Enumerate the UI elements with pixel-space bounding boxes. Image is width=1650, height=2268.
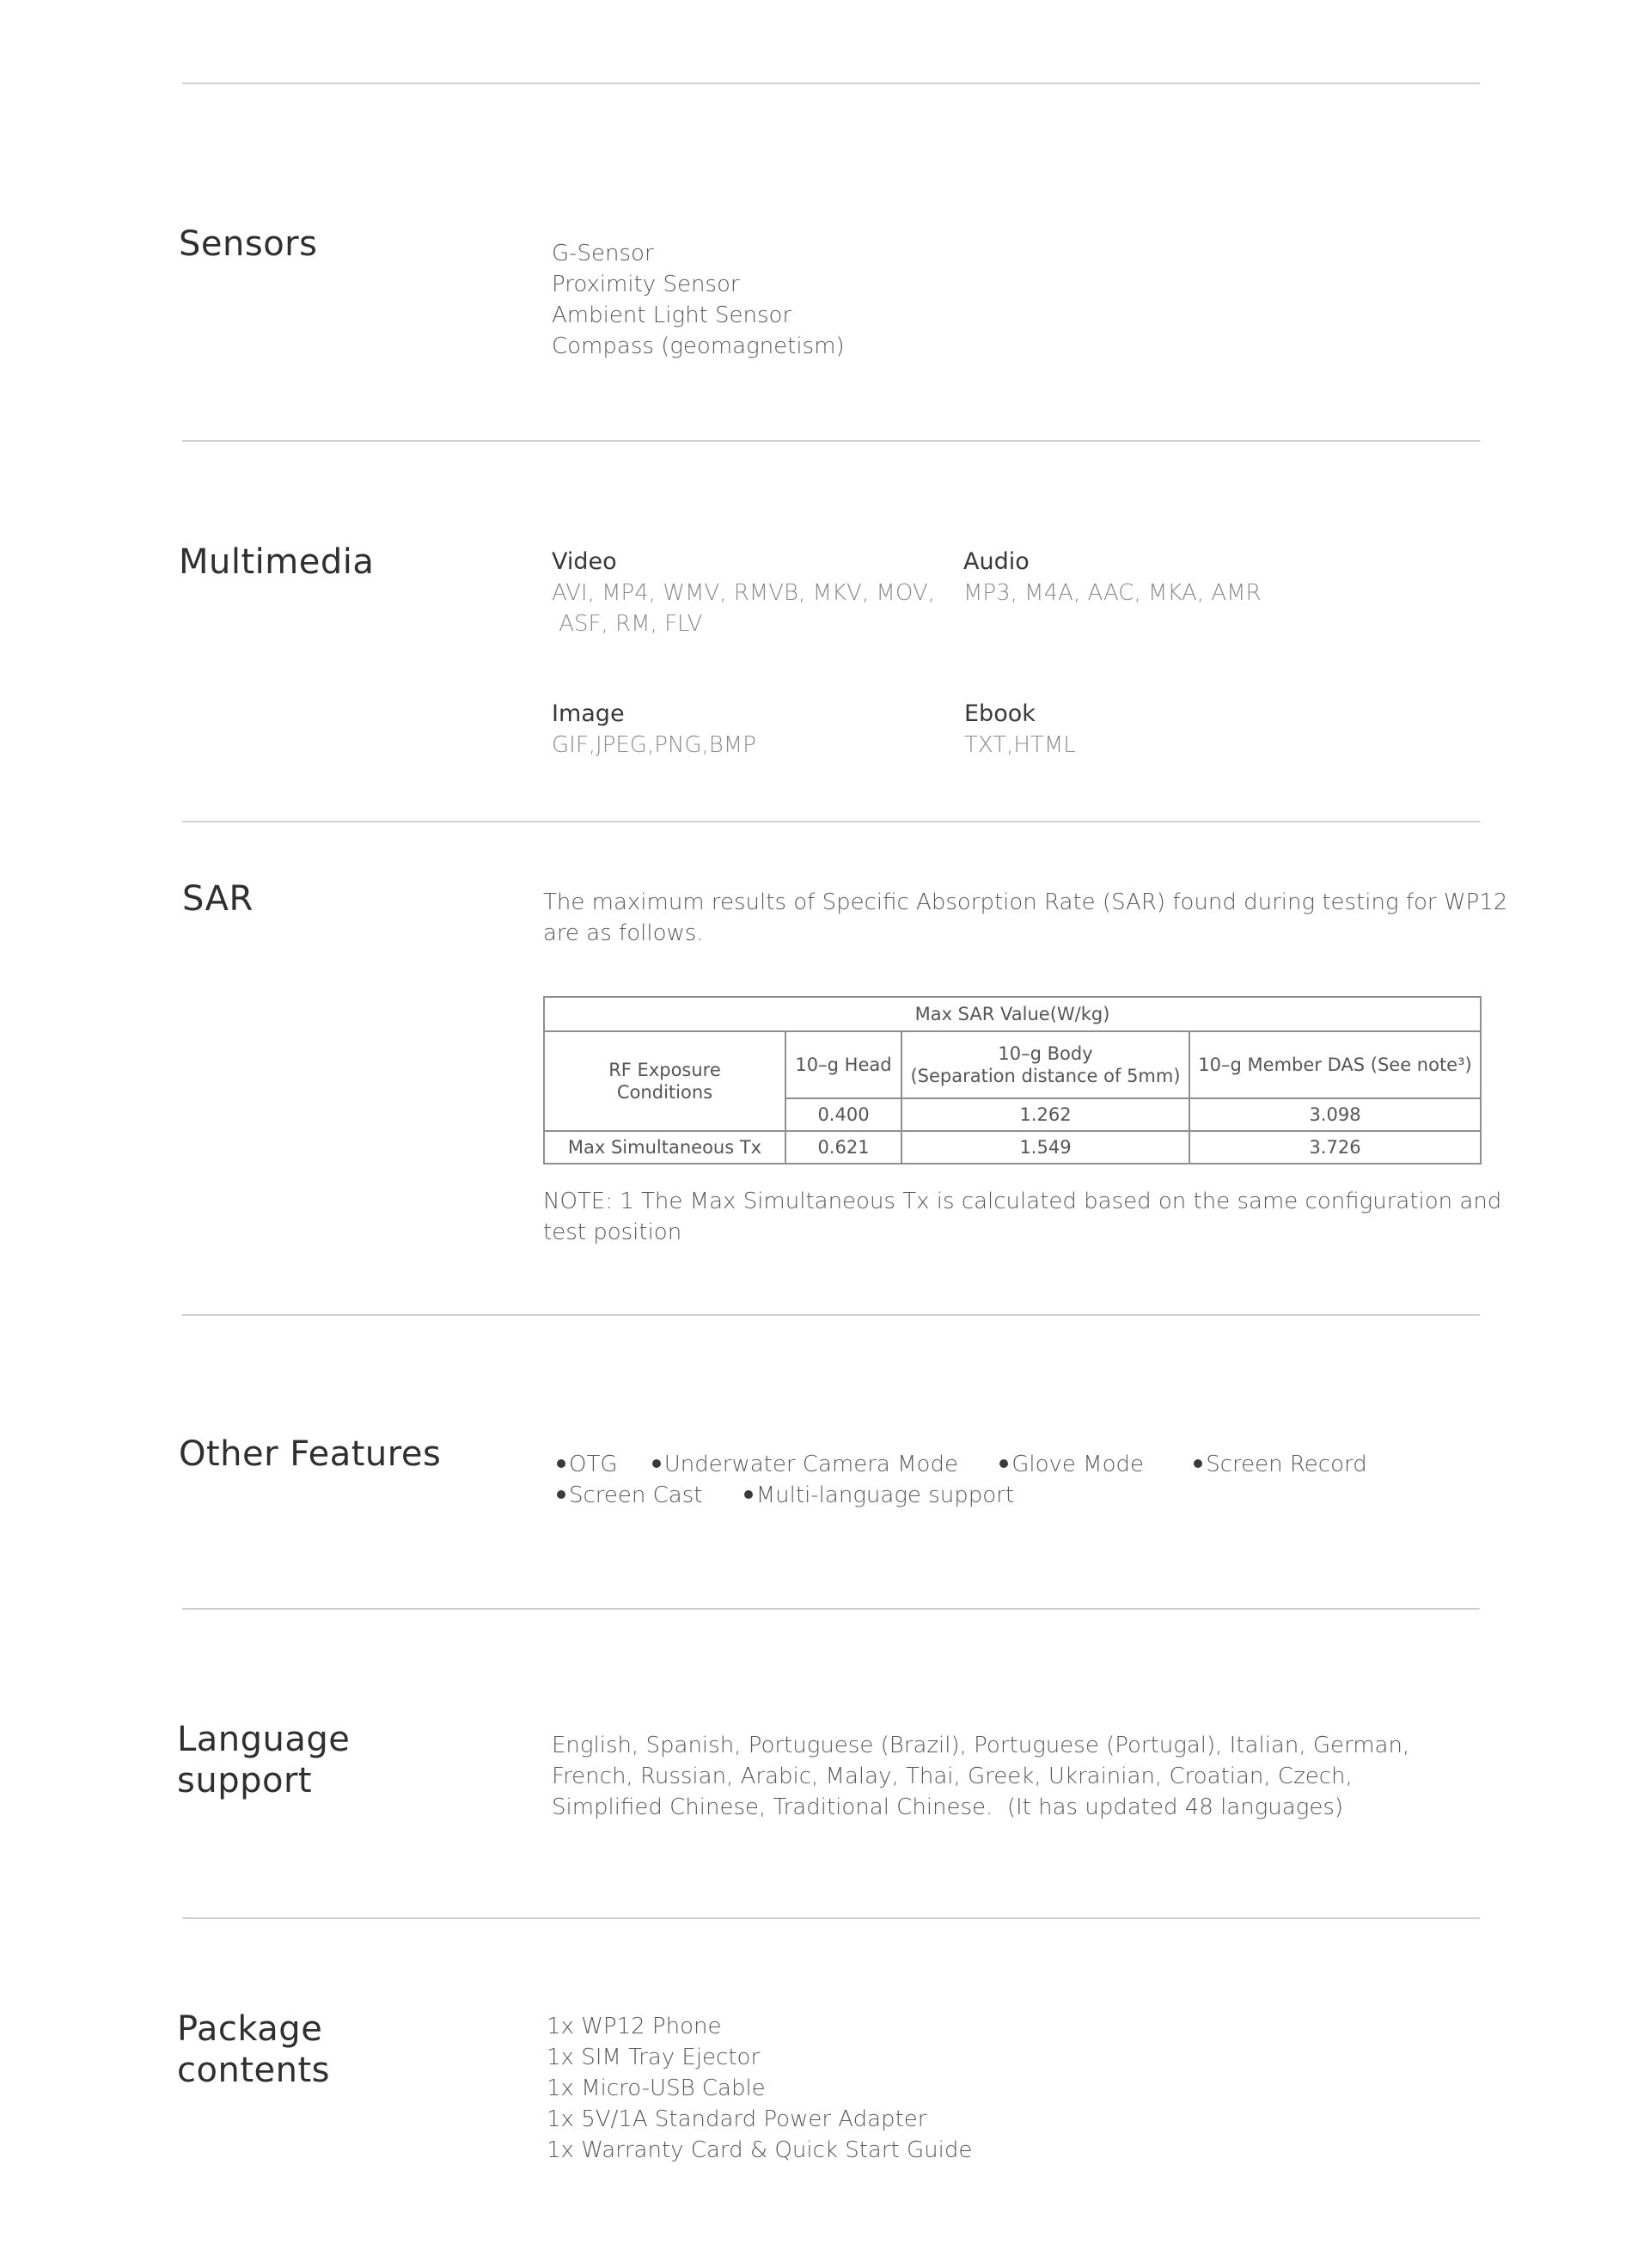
divider-sar xyxy=(182,1314,1480,1316)
package-list xyxy=(547,2011,972,2166)
divider-multimedia xyxy=(182,821,1480,822)
other-features-title: Other Features xyxy=(179,1434,442,1474)
sensors-title: Sensors xyxy=(179,224,318,264)
audio-label: Audio xyxy=(963,548,1030,575)
list-item: 1x SIM Tray Ejector xyxy=(547,2045,761,2070)
cell-member-value: 3.726 xyxy=(1189,1131,1481,1164)
bullet-icon xyxy=(557,1459,565,1468)
list-item: OTG xyxy=(557,1449,618,1480)
audio-block xyxy=(963,547,1359,608)
list-item: 1x Micro-USB Cable xyxy=(547,2075,766,2101)
ebook-block xyxy=(964,699,1360,761)
language-list xyxy=(552,1730,1409,1823)
multimedia-title: Multimedia xyxy=(179,542,375,582)
video-formats-line1: AVI, MP4, WMV, RMVB, MKV, MOV, xyxy=(552,580,935,606)
list-item: 1x WP12 Phone xyxy=(547,2014,722,2039)
image-label: Image xyxy=(552,700,625,727)
package-title-line1: Package xyxy=(177,2009,323,2049)
language-line3: Simplified Chinese, Traditional Chinese. (It has updated 48 languages) xyxy=(552,1794,1344,1820)
package-title xyxy=(177,2008,330,2091)
table-row xyxy=(544,1131,1481,1164)
language-line1: English, Spanish, Portuguese (Brazil), Portuguese (Portugal), Italian, German, xyxy=(552,1733,1410,1758)
bullet-icon xyxy=(652,1459,661,1468)
audio-formats: MP3, M4A, AAC, MKA, AMR xyxy=(963,580,1262,606)
language-title-line2: support xyxy=(177,1761,313,1800)
cell-body-value: 1.262 xyxy=(901,1098,1189,1131)
list-item: Screen Cast xyxy=(557,1480,702,1511)
rf-exposure-line1: RF Exposure xyxy=(608,1060,721,1080)
sar-note-line1: NOTE: 1 The Max Simultaneous Tx is calculated based on the same configuration and xyxy=(543,1189,1502,1214)
col-body-line1: 10–g Body xyxy=(998,1043,1093,1064)
sar-intro xyxy=(543,887,1507,949)
list-item: Underwater Camera Mode xyxy=(652,1449,958,1480)
col-body xyxy=(901,1031,1189,1098)
bullet-icon xyxy=(744,1490,753,1499)
col-head: 10–g Head xyxy=(785,1031,901,1098)
package-title-line2: contents xyxy=(177,2051,330,2090)
language-title xyxy=(177,1719,350,1801)
sar-title: SAR xyxy=(182,879,254,919)
cell-member-value: 3.098 xyxy=(1189,1098,1481,1131)
max-simultaneous-label: Max Simultaneous Tx xyxy=(544,1131,785,1164)
list-item: Multi-language support xyxy=(744,1480,1014,1511)
divider-top xyxy=(182,83,1480,84)
video-block xyxy=(552,547,947,639)
list-item: 1x 5V/1A Standard Power Adapter xyxy=(547,2106,927,2132)
sensors-list xyxy=(552,238,845,362)
image-block xyxy=(552,699,947,761)
rf-exposure-label xyxy=(544,1031,785,1131)
ebook-formats: TXT,HTML xyxy=(964,732,1076,758)
col-body-line2: (Separation distance of 5mm) xyxy=(910,1066,1181,1086)
divider-sensors xyxy=(182,440,1480,442)
divider-features xyxy=(182,1608,1480,1610)
cell-body-value: 1.549 xyxy=(901,1131,1189,1164)
col-member: 10–g Member DAS (See note³) xyxy=(1189,1031,1481,1098)
cell-head-value: 0.621 xyxy=(785,1131,901,1164)
sar-intro-line1: The maximum results of Specific Absorption Rate (SAR) found during testing for WP12 xyxy=(543,889,1508,915)
sar-table xyxy=(543,996,1482,1165)
sar-table-title: Max SAR Value(W/kg) xyxy=(544,997,1481,1031)
language-line2: French, Russian, Arabic, Malay, Thai, Greek, Ukrainian, Croatian, Czech, xyxy=(552,1764,1353,1789)
divider-language xyxy=(182,1917,1480,1919)
video-formats-line2: ASF, RM, FLV xyxy=(552,611,703,637)
list-item: Screen Record xyxy=(1194,1449,1366,1480)
image-formats: GIF,JPEG,PNG,BMP xyxy=(552,732,756,758)
bullet-icon xyxy=(1194,1459,1202,1468)
rf-exposure-line2: Conditions xyxy=(616,1082,713,1103)
list-item: G-Sensor xyxy=(552,241,654,266)
sar-intro-line2: are as follows. xyxy=(543,920,704,946)
cell-head-value: 0.400 xyxy=(785,1098,901,1131)
sar-note xyxy=(543,1186,1501,1248)
ebook-label: Ebook xyxy=(964,700,1036,727)
sar-note-line2: test position xyxy=(543,1220,682,1245)
list-item: Compass (geomagnetism) xyxy=(552,333,845,359)
list-item: 1x Warranty Card & Quick Start Guide xyxy=(547,2137,973,2163)
list-item: Glove Mode xyxy=(999,1449,1144,1480)
list-item: Proximity Sensor xyxy=(552,272,740,297)
language-title-line1: Language xyxy=(177,1720,351,1759)
video-label: Video xyxy=(552,548,617,575)
bullet-icon xyxy=(999,1459,1008,1468)
features-list xyxy=(557,1449,1402,1511)
list-item: Ambient Light Sensor xyxy=(552,303,792,328)
bullet-icon xyxy=(557,1490,565,1499)
